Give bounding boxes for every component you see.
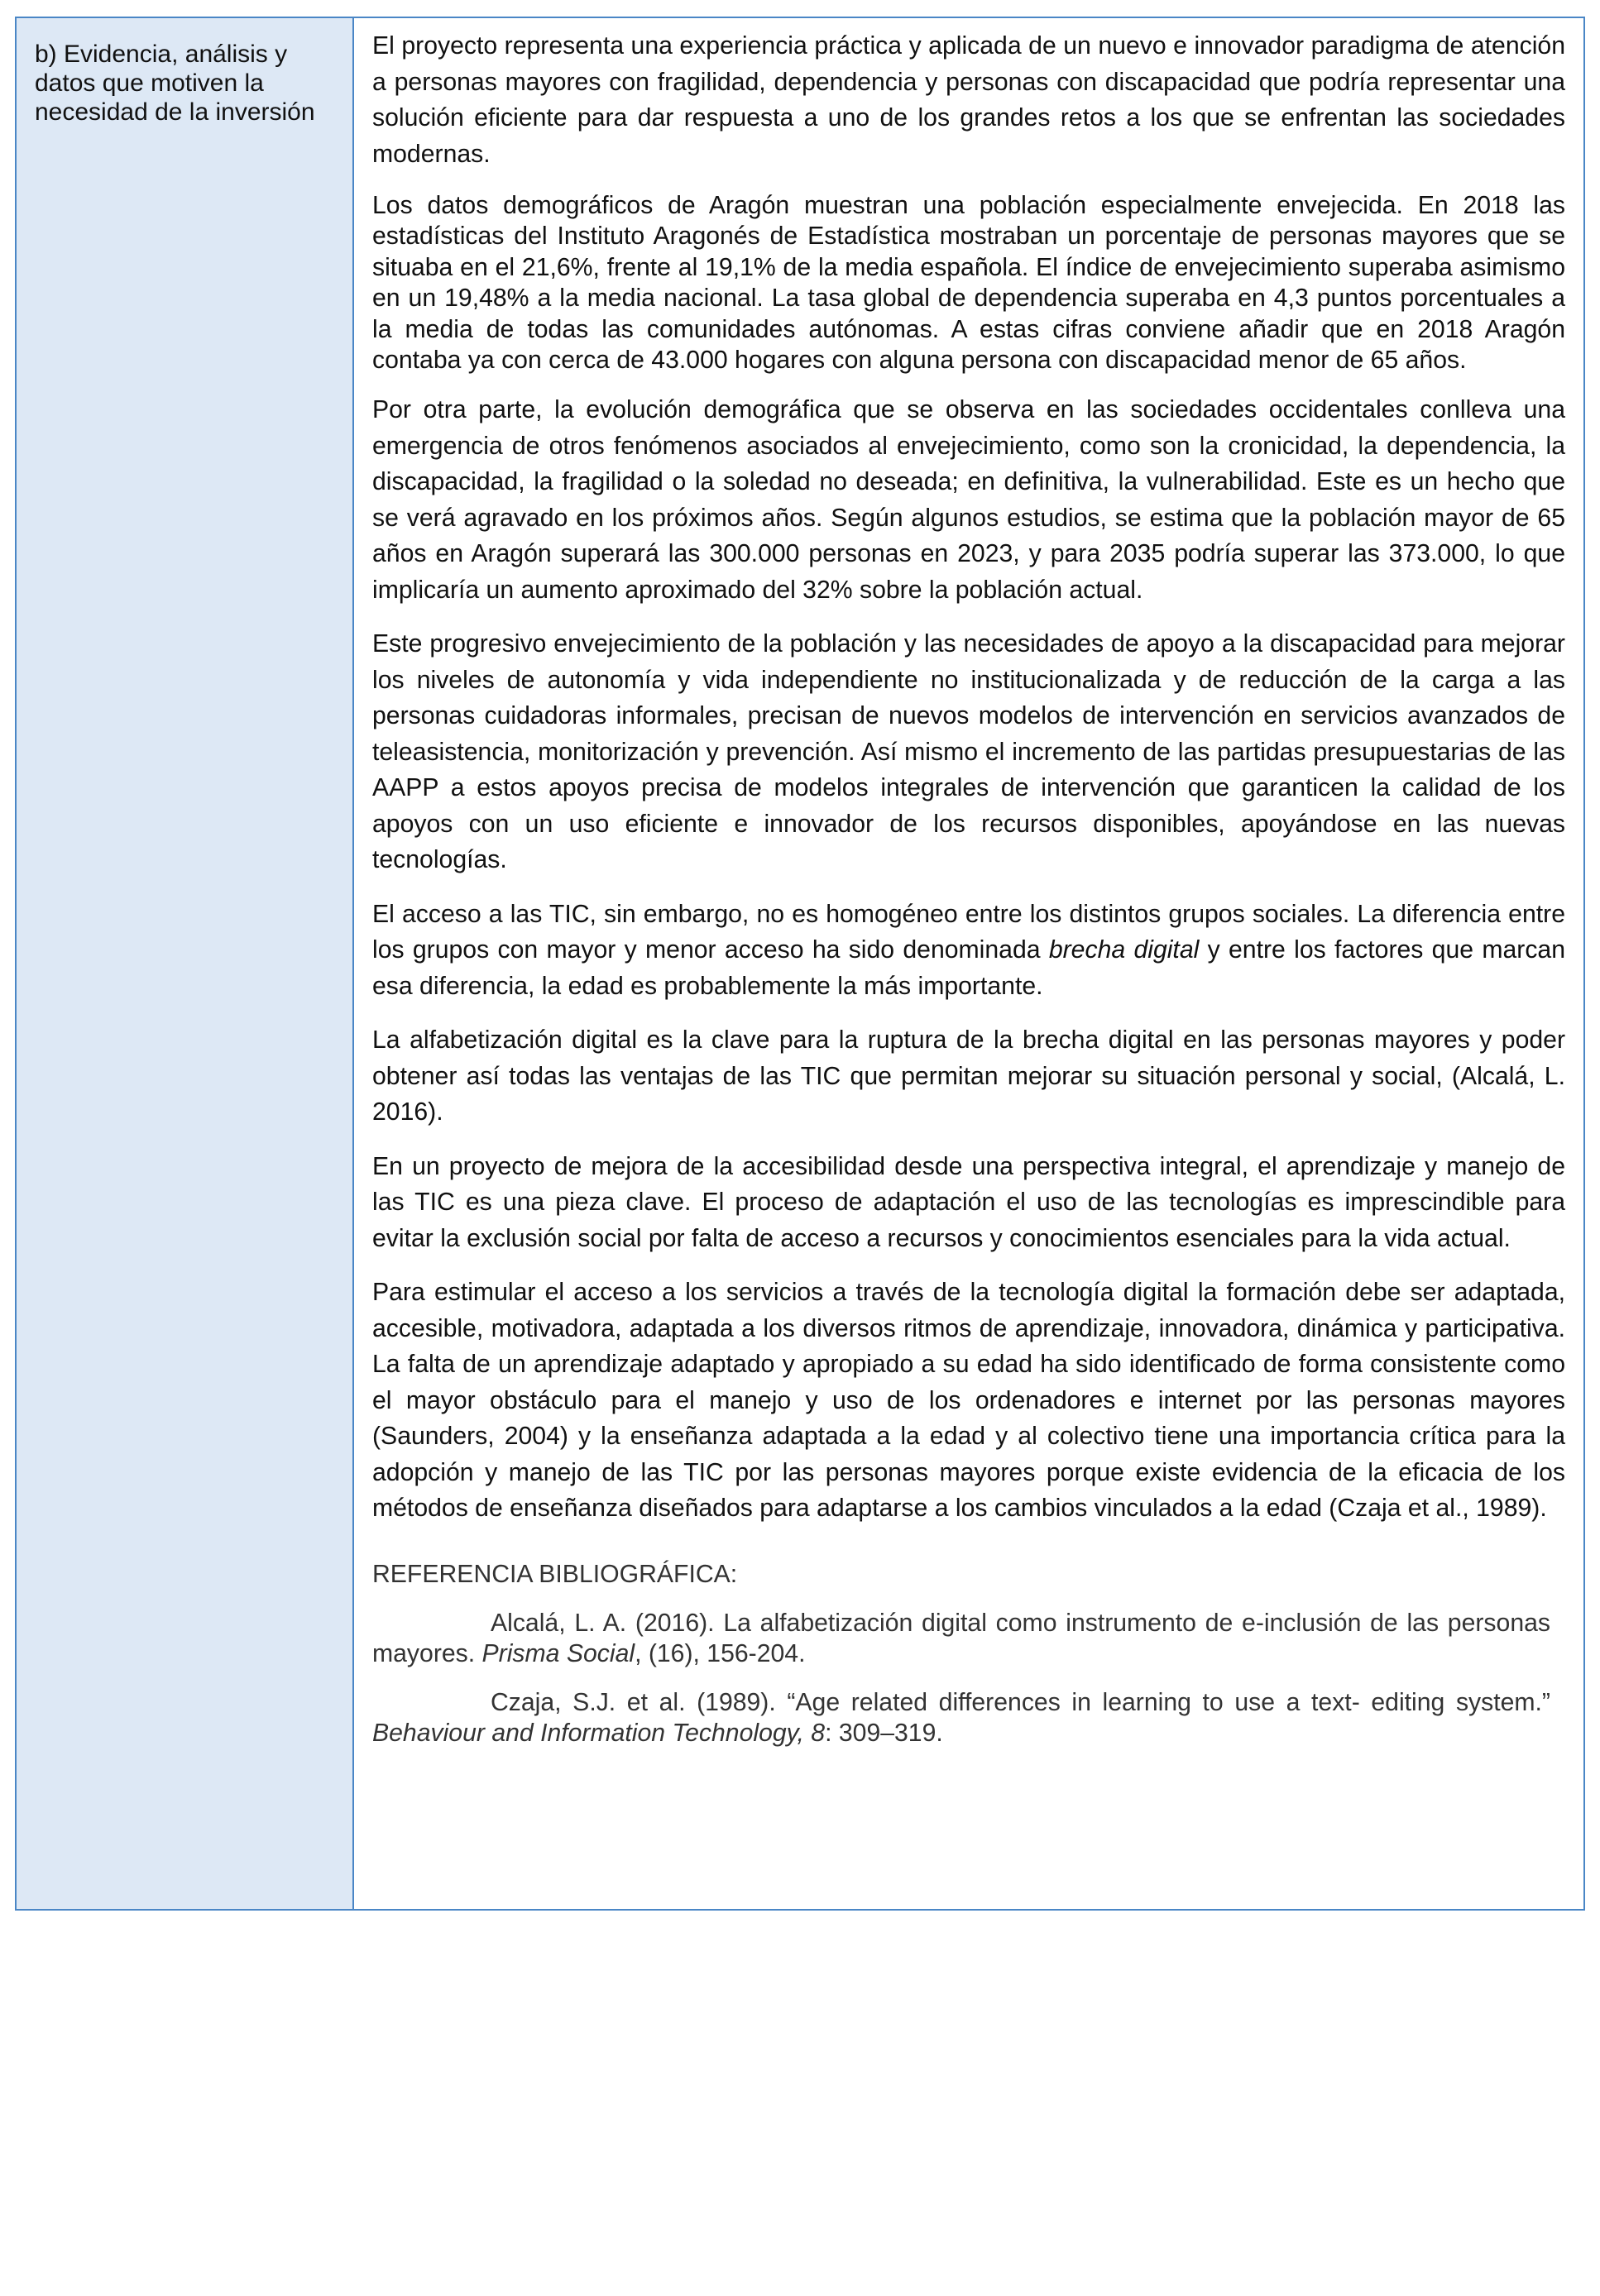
paragraph-evolution: Por otra parte, la evolución demográfica que se observa en las sociedades occidentales conlleva una emergencia de otros fenómenos asociados al envejecimiento, como son la cronicidad, la dependencia, la discapacidad, la fragilidad o la soledad no deseada; en definitiva, la vulnerabilidad. Este es un hecho que se verá agravado en los próximos años. Según algunos estudios, se estima que la población mayor de 65 años en Aragón superará las 300.000 personas en 2023, y para 2035 podría superar las 373.000, lo que implicaría un aumento aproximado del 32% sobre la población actual. [372,396,1565,604]
paragraph-tic-access-text-2: y entre los factores que marcan esa diferencia, la edad es probablemente la más importante. [372,936,1566,1000]
section-label: b) Evidencia, análisis y datos que motiven la necesidad de la inversión [35,41,315,126]
paragraph-ageing: Este progresivo envejecimiento de la población y las necesidades de apoyo a la discapacidad para mejorar los niveles de autonomía y vida independiente no institucionalizada y de reducción de la carga a las personas cuidadoras informales, precisan de nuevos modelos de intervención en servicios avanzados de teleasistencia, monitorización y prevención. Así mismo el incremento de las partidas presupuestarias de las AAPP a estos apoyos precisa de modelos integrales de intervención que garanticen la calidad de los apoyos con un uso eficiente e innovador de los recursos disponibles, apoyándose en las nuevas tecnologías. [372,630,1565,874]
section-content-cell [354,18,1583,1909]
references-heading: REFERENCIA BIBLIOGRÁFICA: [372,1560,738,1588]
reference-alcala-journal: Prisma Social [481,1639,635,1667]
paragraph-tic-access [372,897,1565,1005]
reference-czaja-journal: Behaviour and Information Technology, 8 [372,1719,826,1747]
brecha-digital-term: brecha digital [1048,936,1200,964]
paragraph-digital-literacy: La alfabetización digital es la clave para la ruptura de la brecha digital en las personas mayores y poder obtener así todas las ventajas de las TIC que permitan mejorar su situación personal y social, (Alcalá, L. 2016). [372,1026,1565,1126]
reference-czaja-pages: : 309–319. [825,1719,943,1747]
paragraph-tic-access-text-1: El acceso a las TIC, sin embargo, no es homogéneo entre los distintos grupos sociales. La diferencia entre los grupos con mayor y menor acceso ha sido denominada [372,900,1565,964]
paragraph-accessibility: En un proyecto de mejora de la accesibilidad desde una perspectiva integral, el aprendizaje y manejo de las TIC es una pieza clave. El proceso de adaptación el uso de las tecnologías es imprescindible para evitar la exclusión social por falta de acceso a recursos y conocimientos esenciales para la vida actual. [372,1152,1565,1252]
reference-alcala-pages: , (16), 156-204. [635,1639,806,1667]
reference-alcala-text: Alcalá, L. A. (2016). La alfabetización digital como instrumento de e-inclusión de las personas mayores. [372,1609,1550,1667]
reference-czaja-text: Czaja, S.J. et al. (1989). “Age related differences in learning to use a text- editing system.” [491,1688,1550,1716]
section-label-cell [17,18,354,1909]
reference-alcala [372,1608,1550,1669]
paragraph-intro: El proyecto representa una experiencia práctica y aplicada de un nuevo e innovador paradigma de atención a personas mayores con fragilidad, dependencia y personas con discapacidad que podría representar una solución eficiente para dar respuesta a uno de los grandes retos a los que se enfrentan las sociedades modernas. [372,32,1565,168]
paragraph-training: Para estimular el acceso a los servicios a través de la tecnología digital la formación debe ser adaptada, accesible, motivadora, adaptada a los diversos ritmos de aprendizaje, innovadora, dinámica y participativa. La falta de un aprendizaje adaptado y apropiado a su edad ha sido identificado de forma consistente como el mayor obstáculo para el manejo y uso de los ordenadores e internet por las personas mayores (Saunders, 2004) y la enseñanza adaptada a la edad y al colectivo tiene una importancia crítica para la adopción y manejo de las TIC por las personas mayores porque existe evidencia de la eficacia de los métodos de enseñanza diseñados para adaptarse a los cambios vinculados a la edad (Czaja et al., 1989). [372,1279,1565,1523]
paragraph-demographics: Los datos demográficos de Aragón muestran una población especialmente envejecida. En 2018 las estadísticas del Instituto Aragonés de Estadística mostraban un porcentaje de personas mayores que se situaba en el 21,6%, frente al 19,1% de la media española. El índice de envejecimiento superaba asimismo en un 19,48% a la media nacional. La tasa global de dependencia superaba en 4,3 puntos porcentuales a la media de todas las comunidades autónomas. A estas cifras conviene añadir que en 2018 Aragón contaba ya con cerca de 43.000 hogares con alguna persona con discapacidad menor de 65 años. [372,192,1565,375]
reference-czaja [372,1687,1550,1748]
document-table [15,17,1585,1911]
